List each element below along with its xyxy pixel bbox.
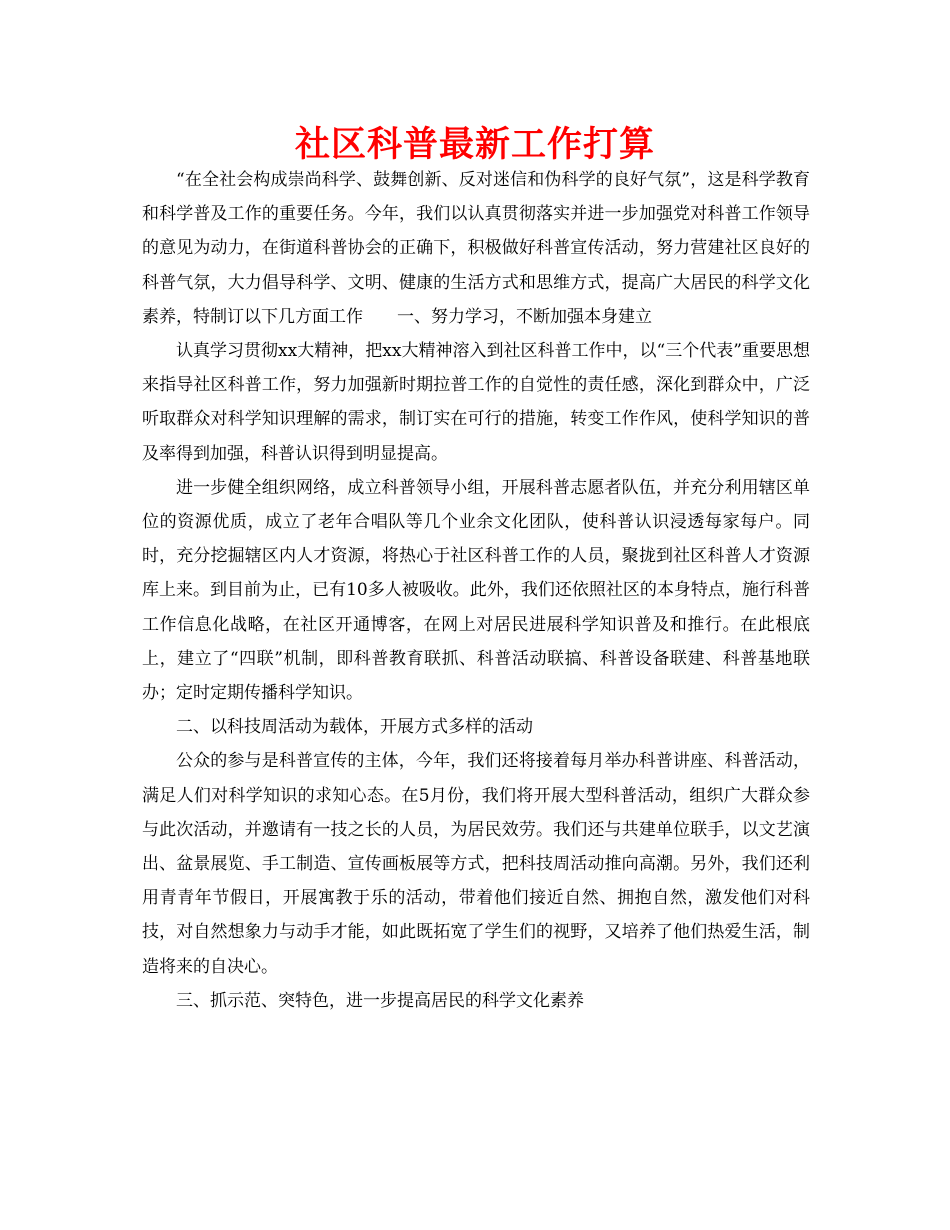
document-title: 社区科普最新工作打算: [294, 125, 655, 165]
section-heading-2: 二、以科技周活动为载体，开展方式多样的活动: [176, 717, 533, 738]
paragraph-activities: 公众的参与是科普宣传的主体，今年，我们还将接着每月举办科普讲座、科普活动，满足人们对科学知识的求知心态。在5月份，我们将开展大型科普活动，组织广大群众参与此次活动，并邀请有一技之长的人员，为居民效劳。我们还与共建单位联手，以文艺演出、盆景展览、手工制造、宣传画板展等方式，把科技周活动推向高潮。另外，我们还利用青青年节假日，开展寓教于乐的活动，带着他们接近自然、拥抱自然，激发他们对科技，对自然想象力与动手才能，如此既拓宽了学生们的视野，又培养了他们热爱生活，制造将来的自决心。: [142, 751, 810, 977]
paragraph-intro: “在全社会构成崇尚科学、鼓舞创新、反对迷信和伪科学的良好气氛”，这是科学教育和科学普及工作的重要任务。今年，我们以认真贯彻落实并进一步加强党对科普工作领导的意见为动力，在街道科普协会的正确下，积极做好科普宣传活动，努力营建社区良好的科普气氛，大力倡导科学、文明、健康的生活方式和思维方式，提高广大居民的科学文化素养，特制订以下几方面工作 一、努力学习，不断加强本身建立: [142, 170, 810, 327]
section-heading-3: 三、抓示范、突特色，进一步提高居民的科学文化素养: [176, 990, 584, 1011]
paragraph-network: 进一步健全组织网络，成立科普领导小组，开展科普志愿者队伍，并充分利用辖区单位的资源优质，成立了老年合唱队等几个业余文化团队，使科普认识浸透每家每户。同时，充分挖掘辖区内人才资源，将热心于社区科普工作的人员，聚拢到社区科普人才资源库上来。到目前为止，已有10多人被吸收。此外，我们还依照社区的本身特点，施行科普工作信息化战略，在社区开通博客，在网上对居民进展科学知识普及和推行。在此根底上，建立了“四联”机制，即科普教育联抓、科普活动联搞、科普设备联建、科普基地联办；定时定期传播科学知识。: [142, 477, 810, 704]
paragraph-study: 认真学习贯彻xx大精神，把xx大精神溶入到社区科普工作中，以“三个代表”重要思想来指导社区科普工作，努力加强新时期拉普工作的自觉性的责任感，深化到群众中，广泛听取群众对科学知识理解的需求，制订实在可行的措施，转变工作作风，使科学知识的普及率得到加强，科普认识得到明显提高。: [142, 341, 810, 464]
document-body: [142, 163, 810, 1018]
